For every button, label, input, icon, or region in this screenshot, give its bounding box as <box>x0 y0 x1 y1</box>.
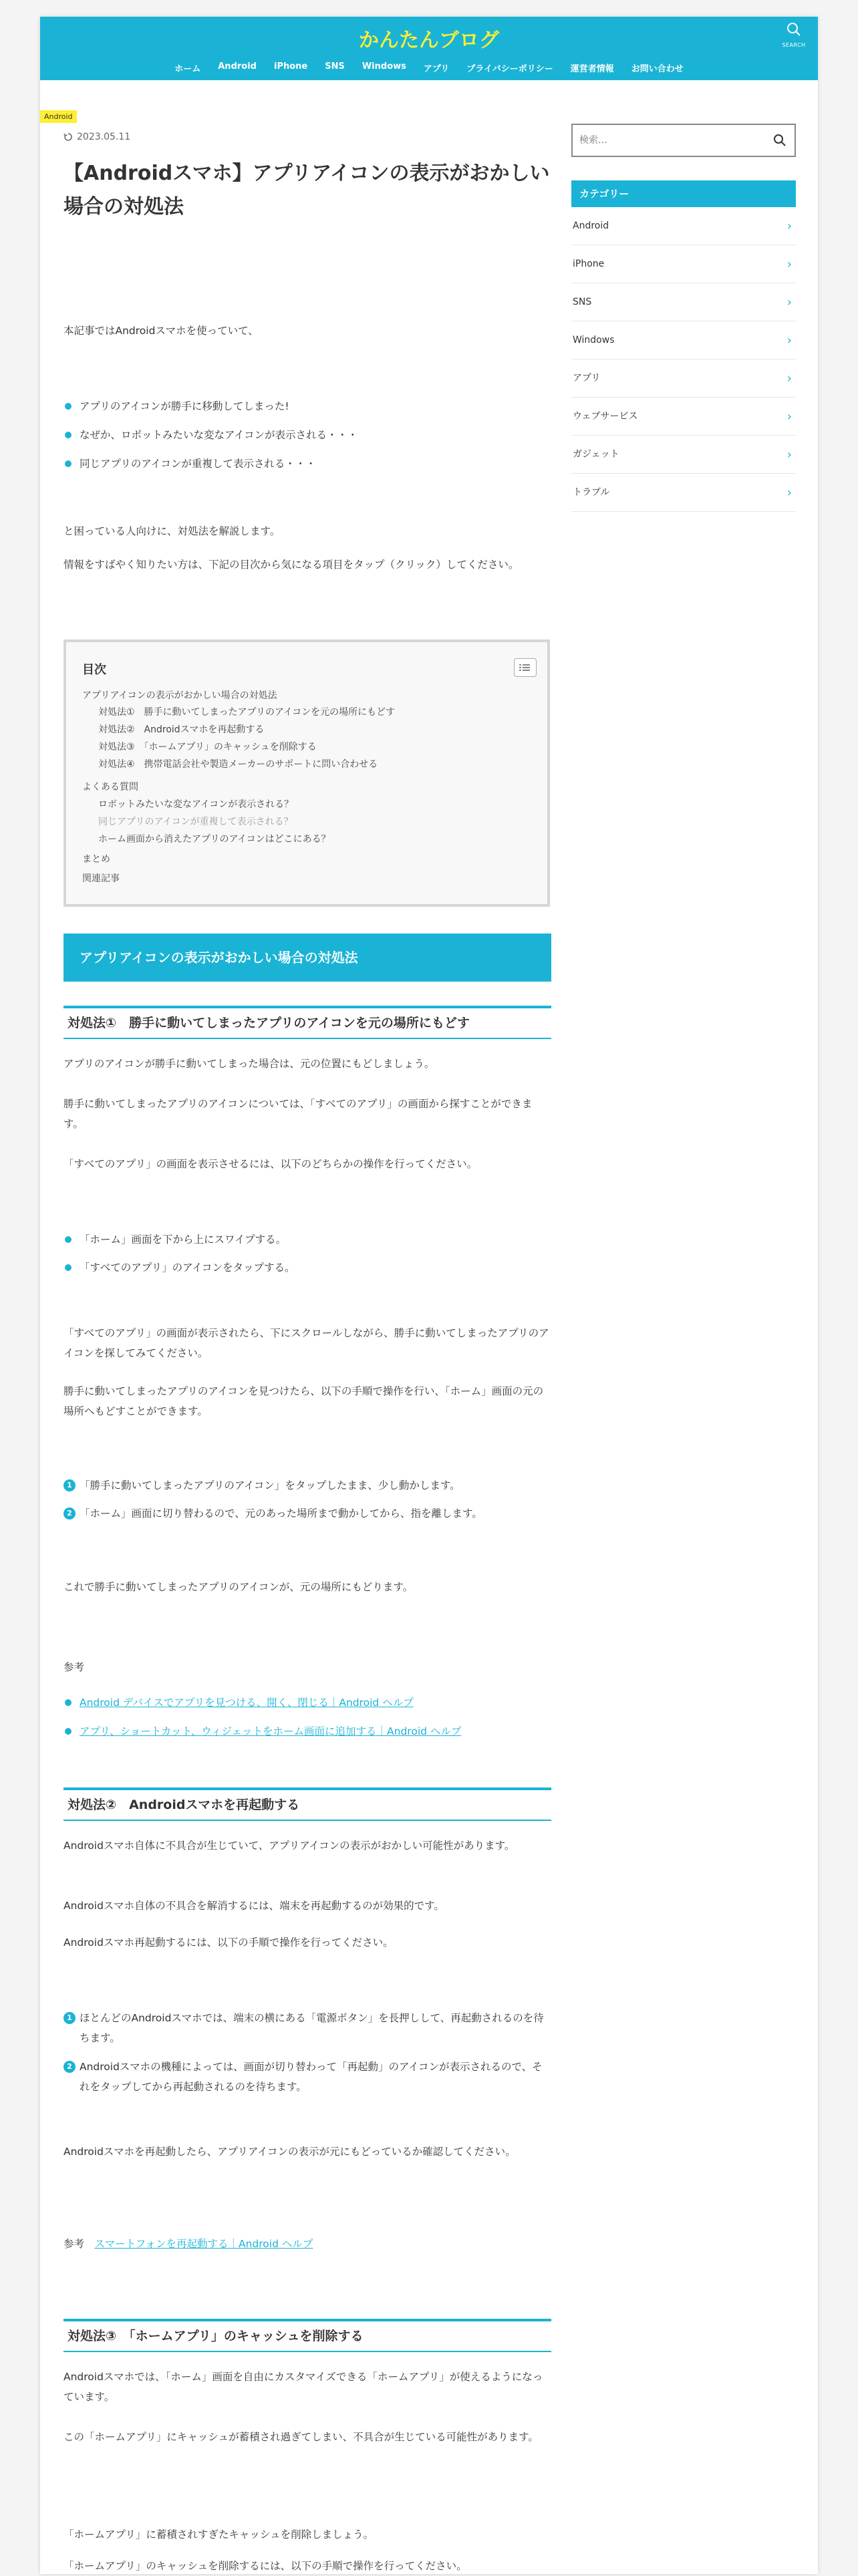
reference-link[interactable]: アプリ、ショートカット、ウィジェットをホーム画面に追加する｜Android ヘルプ <box>80 1725 462 1737</box>
toc-link[interactable]: よくある質問 <box>82 782 138 793</box>
paragraph: Androidスマホでは、「ホーム」画面を自由にカスタマイズできる「ホームアプリ」が使えるようになっています。 <box>63 2371 543 2403</box>
sidebar-category-gadget[interactable]: ガジェット › <box>571 436 796 474</box>
sidebar-category-windows[interactable]: Windows › <box>571 321 796 360</box>
list-item: 「ホーム」画面を下から上にスワイプする。 <box>63 1230 551 1250</box>
step-item: 2 Androidスマホの機種によっては、画面が切り替わって「再起動」のアイコンが表示されるので、それをタップしてから再起動されるのを待ちます。 <box>63 2057 551 2097</box>
sidebar-category-webservice[interactable]: ウェブサービス › <box>571 398 796 436</box>
sidebar-category-android[interactable]: Android › <box>571 207 796 245</box>
sidebar-search <box>571 124 796 157</box>
chevron-right-icon: › <box>786 257 792 271</box>
toc-link[interactable]: 関連記事 <box>82 873 120 884</box>
step-number-2: 2 <box>63 1508 76 1520</box>
paragraph: 情報をすばやく知りたい方は、下記の目次から気になる項目をタップ（クリック）してください。 <box>63 559 519 571</box>
bullet-icon <box>65 1728 72 1735</box>
sidebar-category-apps[interactable]: アプリ › <box>571 360 796 398</box>
search-icon[interactable] <box>773 134 786 147</box>
toc-link[interactable]: 対処法① 勝手に動いてしまったアプリのアイコンを元の場所にもどす <box>98 707 396 718</box>
sidebar-category-sns[interactable]: SNS › <box>571 283 796 321</box>
toc-toggle-button[interactable] <box>514 658 537 677</box>
subsection-heading: 対処法② Androidスマホを再起動する <box>63 1787 551 1821</box>
site-header <box>40 17 818 80</box>
chevron-right-icon: › <box>786 486 792 500</box>
search-label: SEARCH <box>782 42 806 48</box>
reference-label: 参考 <box>63 2238 85 2250</box>
global-nav <box>40 61 818 74</box>
sidebar-category-iphone[interactable]: iPhone › <box>571 245 796 283</box>
nav-item-windows[interactable]: Windows <box>362 61 406 71</box>
chevron-right-icon: › <box>786 372 792 386</box>
paragraph: と困っている人向けに、対処法を解説します。 <box>63 525 281 537</box>
step-item: 1 ほとんどのAndroidスマホでは、端末の横にある「電源ボタン」を長押しして、再起動されるのを待ちます。 <box>63 2008 551 2048</box>
header-search-button[interactable] <box>779 22 809 55</box>
toc-link[interactable]: ホーム画面から消えたアプリのアイコンはどこにある？ <box>98 834 331 845</box>
paragraph: Androidスマホ自体に不具合が生じていて、アプリアイコンの表示がおかしい可能性があります。 <box>63 1840 515 1852</box>
update-icon <box>63 132 73 142</box>
paragraph: 「ホームアプリ」に蓄積されすぎたキャッシュを削除しましょう。 <box>63 2529 374 2541</box>
chevron-right-icon: › <box>786 219 792 233</box>
paragraph: Androidスマホ再起動するには、以下の手順で操作を行ってください。 <box>63 1937 394 1949</box>
nav-item-android[interactable]: Android <box>218 61 257 71</box>
subsection-heading: 対処法③ 「ホームアプリ」のキャッシュを削除する <box>63 2319 551 2352</box>
bullet-icon <box>65 460 72 467</box>
nav-item-sns[interactable]: SNS <box>325 61 345 71</box>
post-date <box>63 132 130 142</box>
paragraph: 「ホームアプリ」のキャッシュを削除するには、以下の手順で操作を行ってください。 <box>63 2560 467 2572</box>
category-badge[interactable]: Android <box>40 110 77 123</box>
bullet-icon <box>65 1236 72 1243</box>
reference-link[interactable]: スマートフォンを再起動する｜Android ヘルプ <box>94 2238 313 2250</box>
category-heading: カテゴリー <box>571 180 796 207</box>
list-icon <box>519 664 531 672</box>
chevron-right-icon: › <box>786 410 792 424</box>
reference-link[interactable]: Android デバイスでアプリを見つける、開く、閉じる｜Android ヘルプ <box>80 1697 414 1709</box>
nav-item-apps[interactable]: アプリ <box>423 64 450 74</box>
step-number-1: 1 <box>63 1479 76 1491</box>
subsection-heading: 対処法① 勝手に動いてしまったアプリのアイコンを元の場所にもどす <box>63 1006 551 1039</box>
list-item: なぜか、ロボットみたいな変なアイコンが表示される・・・ <box>63 425 551 445</box>
paragraph: Androidスマホを再起動したら、アプリアイコンの表示が元にもどっているか確認してください。 <box>63 2146 516 2158</box>
site-title[interactable]: かんたんブログ <box>359 29 499 52</box>
reference-link-item <box>63 1693 551 1713</box>
paragraph: 勝手に動いてしまったアプリのアイコンを見つけたら、以下の手順で操作を行い、「ホーム」画面の元の場所へもどすことができます。 <box>63 1385 544 1417</box>
list-item: 同じアプリのアイコンが重複して表示される・・・ <box>63 454 551 474</box>
search-icon <box>786 22 801 37</box>
reference-line <box>63 2234 551 2254</box>
step-item: 1 「勝手に動いてしまったアプリのアイコン」をタップしたまま、少し動かします。 <box>63 1475 551 1495</box>
toc-link[interactable]: 対処法③ 「ホームアプリ」のキャッシュを削除する <box>98 742 317 752</box>
chevron-right-icon: › <box>786 448 792 462</box>
table-of-contents <box>63 639 550 907</box>
list-item: アプリのアイコンが勝手に移動してしまった! <box>63 396 551 416</box>
chevron-right-icon: › <box>786 295 792 309</box>
paragraph: Androidスマホ自体の不具合を解消するには、端末を再起動するのが効果的です。 <box>63 1900 444 1912</box>
nav-item-iphone[interactable]: iPhone <box>273 61 308 71</box>
intro-text: 本記事ではAndroidスマホを使っていて、 <box>63 325 259 337</box>
list-item: 「すべてのアプリ」のアイコンをタップする。 <box>63 1258 551 1278</box>
bullet-icon <box>65 432 72 438</box>
paragraph: アプリのアイコンが勝手に動いてしまった場合は、元の位置にもどしましょう。 <box>63 1058 435 1070</box>
reference-link-item <box>63 1721 551 1741</box>
nav-item-privacy[interactable]: プライバシーポリシー <box>466 64 553 74</box>
nav-item-contact[interactable]: お問い合わせ <box>631 64 684 74</box>
nav-item-operator[interactable]: 運営者情報 <box>570 64 614 74</box>
nav-item-home[interactable]: ホーム <box>174 64 201 74</box>
toc-link[interactable]: 対処法② Androidスマホを再起動する <box>98 724 265 735</box>
page-wrapper <box>40 17 818 2574</box>
step-number-2: 2 <box>63 2061 76 2073</box>
reference-label: 参考 <box>63 1661 85 1673</box>
date-text: 2023.05.11 <box>77 132 131 142</box>
toc-link[interactable]: まとめ <box>82 854 110 865</box>
step-item: 2 「ホーム」画面に切り替わるので、元のあった場所まで動かしてから、指を離します。 <box>63 1504 551 1524</box>
paragraph: 「すべてのアプリ」の画面が表示されたら、下にスクロールしながら、勝手に動いてしまったアプリのアイコンを探してみてください。 <box>63 1327 549 1359</box>
search-input[interactable] <box>579 133 760 148</box>
section-heading: アプリアイコンの表示がおかしい場合の対処法 <box>63 934 551 982</box>
paragraph: 勝手に動いてしまったアプリのアイコンについては、「すべてのアプリ」の画面から探すことができます。 <box>63 1098 533 1130</box>
toc-link[interactable]: 同じアプリのアイコンが重複して表示される？ <box>98 817 293 827</box>
toc-title: 目次 <box>82 663 106 677</box>
paragraph: 「すべてのアプリ」の画面を表示させるには、以下のどちらかの操作を行ってください。 <box>63 1158 478 1170</box>
paragraph: これで勝手に動いてしまったアプリのアイコンが、元の場所にもどります。 <box>63 1581 414 1593</box>
post-title: 【Androidスマホ】アプリアイコンの表示がおかしい場合の対処法 <box>63 162 550 219</box>
paragraph: この「ホームアプリ」にキャッシュが蓄積され過ぎてしまい、不具合が生じている可能性があります。 <box>63 2431 539 2443</box>
chevron-right-icon: › <box>786 333 792 347</box>
bullet-icon <box>65 1699 72 1706</box>
step-number-1: 1 <box>63 2012 76 2024</box>
bullet-icon <box>65 403 72 410</box>
toc-link[interactable]: ロボットみたいな変なアイコンが表示される？ <box>98 799 294 810</box>
toc-link[interactable]: 対処法④ 携帯電話会社や製造メーカーのサポートに問い合わせる <box>98 759 378 770</box>
sidebar-category-trouble[interactable]: トラブル › <box>571 474 796 512</box>
toc-link[interactable]: アプリアイコンの表示がおかしい場合の対処法 <box>82 690 277 701</box>
bullet-icon <box>65 1264 72 1271</box>
